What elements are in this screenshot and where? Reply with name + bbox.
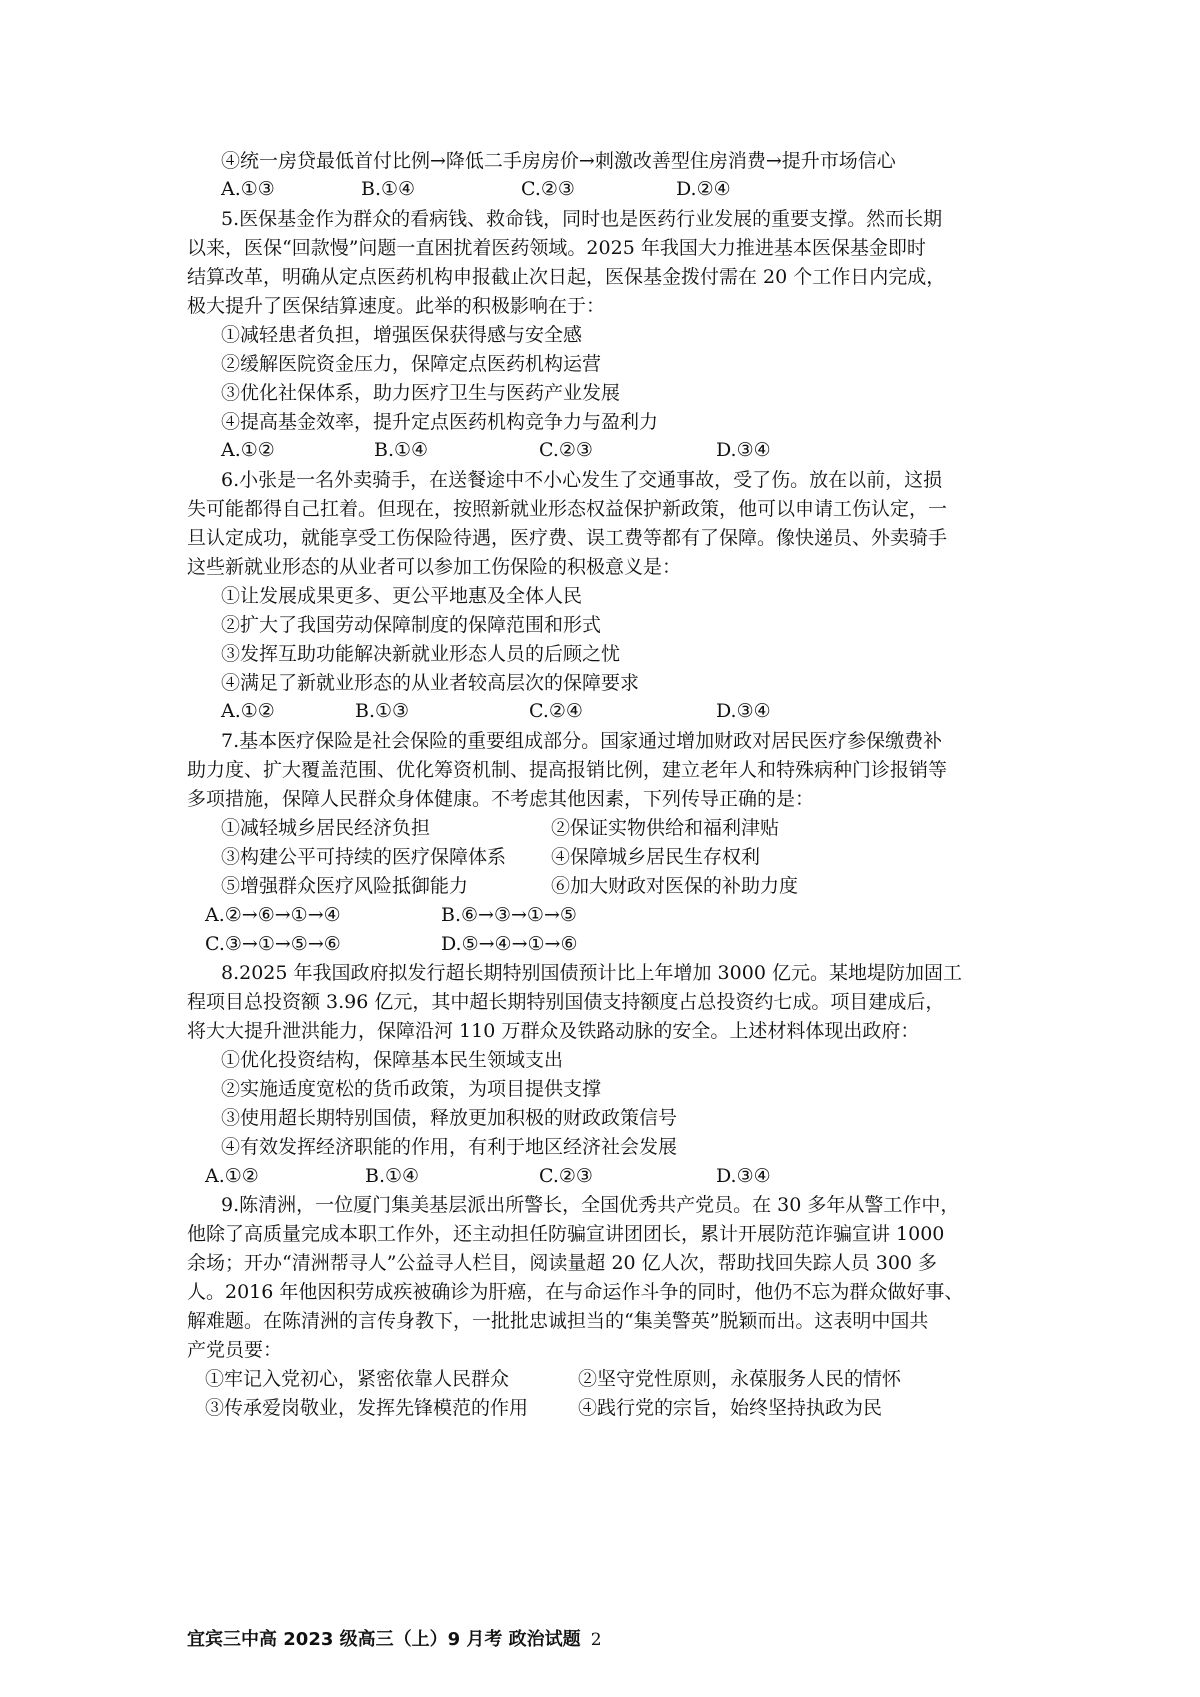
q6-stem-line: 旦认定成功，就能享受工伤保险待遇，医疗费、误工费等都有了保障。像快递员、外卖骑手: [187, 527, 948, 549]
q7-stem-line: 助力度、扩大覆盖范围、优化筹资机制、提高报销比例，建立老年人和特殊病种门诊报销等: [187, 759, 948, 781]
q8-option-d: D.③④: [716, 1165, 771, 1187]
q8-option-a: A.①②: [205, 1165, 259, 1187]
q5-item: ①减轻患者负担，增强医保获得感与安全感: [221, 324, 583, 346]
q5-item: ②缓解医院资金压力，保障定点医药机构运营: [221, 353, 602, 375]
q6-item: ②扩大了我国劳动保障制度的保障范围和形式: [221, 614, 602, 636]
q8-stem-line: 程项目总投资额 3.96 亿元，其中超长期特别国债支持额度占总投资约七成。项目建成后，: [187, 991, 945, 1013]
q9-stem-line: 产党员要：: [187, 1339, 283, 1361]
q5-item: ③优化社保体系，助力医疗卫生与医药产业发展: [221, 382, 621, 404]
q8-item: ③使用超长期特别国债，释放更加积极的财政政策信号: [221, 1107, 678, 1129]
q9-item: ①牢记入党初心，紧密依靠人民群众: [205, 1368, 510, 1390]
q7-item: ②保证实物供给和福利津贴: [551, 817, 780, 839]
q6-item: ①让发展成果更多、更公平地惠及全体人民: [221, 585, 583, 607]
q5-option-c: C.②③: [539, 439, 593, 461]
page-number: 2: [590, 1630, 602, 1650]
q7-stem-line: 7.基本医疗保险是社会保险的重要组成部分。国家通过增加财政对居民医疗参保缴费补: [221, 730, 943, 752]
q6-option-d: D.③④: [716, 700, 771, 722]
q8-option-c: C.②③: [539, 1165, 593, 1187]
q7-item: ①减轻城乡居民经济负担: [221, 817, 431, 839]
q7-option-a: A.②→⑥→①→④: [205, 904, 341, 926]
q6-stem-line: 6.小张是一名外卖骑手，在送餐途中不小心发生了交通事故，受了伤。放在以前，这损: [221, 469, 943, 491]
q8-item: ②实施适度宽松的货币政策，为项目提供支撑: [221, 1078, 602, 1100]
q8-item: ④有效发挥经济职能的作用，有利于地区经济社会发展: [221, 1136, 678, 1158]
q7-item: ⑤增强群众医疗风险抵御能力: [221, 875, 469, 897]
q5-option-b: B.①④: [374, 439, 429, 461]
q7-item: ⑥加大财政对医保的补助力度: [551, 875, 799, 897]
q7-stem-line: 多项措施，保障人民群众身体健康。不考虑其他因素，下列传导正确的是：: [187, 788, 815, 810]
q4-option-d: D.②④: [676, 178, 731, 200]
q9-item: ③传承爱岗敬业，发挥先锋模范的作用: [205, 1397, 529, 1419]
q7-option-d: D.⑤→④→①→⑥: [441, 933, 578, 955]
q5-stem-line: 极大提升了医保结算速度。此举的积极影响在于：: [187, 295, 606, 317]
exam-title: 宜宾三中高 2023 级高三（上）9 月考 政治试题: [187, 1629, 581, 1650]
q9-item: ②坚守党性原则，永葆服务人民的情怀: [578, 1368, 902, 1390]
q9-stem-line: 9.陈清洲，一位厦门集美基层派出所警长，全国优秀共产党员。在 30 多年从警工作中，: [221, 1194, 960, 1216]
q9-stem-line: 人。2016 年他因积劳成疾被确诊为肝癌，在与命运作斗争的同时，他仍不忘为群众做好事、: [187, 1281, 964, 1303]
q7-option-c: C.③→①→⑤→⑥: [205, 933, 341, 955]
q5-item: ④提高基金效率，提升定点医药机构竞争力与盈利力: [221, 411, 659, 433]
q9-stem-line: 他除了高质量完成本职工作外，还主动担任防骗宣讲团团长，累计开展防范诈骗宣讲 1000: [187, 1223, 945, 1245]
q6-option-a: A.①②: [221, 700, 275, 722]
q6-item: ③发挥互助功能解决新就业形态人员的后顾之忧: [221, 643, 621, 665]
q7-option-b: B.⑥→③→①→⑤: [441, 904, 577, 926]
q9-item: ④践行党的宗旨，始终坚持执政为民: [578, 1397, 883, 1419]
q4-item-4: ④统一房贷最低首付比例→降低二手房房价→刺激改善型住房消费→提升市场信心: [221, 150, 896, 172]
q6-stem-line: 这些新就业形态的从业者可以参加工伤保险的积极意义是：: [187, 556, 682, 578]
q4-option-b: B.①④: [361, 178, 416, 200]
q5-stem-line: 结算改革，明确从定点医药机构申报截止次日起，医保基金拨付需在 20 个工作日内完成，: [187, 266, 946, 288]
q7-item: ③构建公平可持续的医疗保障体系: [221, 846, 507, 868]
q6-stem-line: 失可能都得自己扛着。但现在，按照新就业形态权益保护新政策，他可以申请工伤认定，一: [187, 498, 948, 520]
q8-item: ①优化投资结构，保障基本民生领域支出: [221, 1049, 564, 1071]
q4-option-a: A.①③: [221, 178, 275, 200]
q8-option-b: B.①④: [365, 1165, 420, 1187]
q6-item: ④满足了新就业形态的从业者较高层次的保障要求: [221, 672, 640, 694]
q8-stem-line: 将大大提升泄洪能力，保障沿河 110 万群众及铁路动脉的安全。上述材料体现出政府：: [187, 1020, 920, 1042]
q9-stem-line: 余场；开办“清洲帮寻人”公益寻人栏目，阅读量超 20 亿人次，帮助找回失踪人员 300 多: [187, 1252, 938, 1274]
q4-option-c: C.②③: [521, 178, 575, 200]
q9-stem-line: 解难题。在陈清洲的言传身教下，一批批忠诚担当的“集美警英”脱颖而出。这表明中国共: [187, 1310, 929, 1332]
q8-stem-line: 8.2025 年我国政府拟发行超长期特别国债预计比上年增加 3000 亿元。某地堤防加固工: [221, 962, 962, 984]
q7-item: ④保障城乡居民生存权利: [551, 846, 761, 868]
q5-stem-line: 以来，医保“回款慢”问题一直困扰着医药领域。2025 年我国大力推进基本医保基金即时: [187, 237, 926, 259]
q5-option-a: A.①②: [221, 439, 275, 461]
q6-option-c: C.②④: [529, 700, 583, 722]
q5-stem-line: 5.医保基金作为群众的看病钱、救命钱，同时也是医药行业发展的重要支撑。然而长期: [221, 208, 943, 230]
page-footer: [187, 1628, 602, 1652]
q5-option-d: D.③④: [716, 439, 771, 461]
q6-option-b: B.①③: [355, 700, 410, 722]
